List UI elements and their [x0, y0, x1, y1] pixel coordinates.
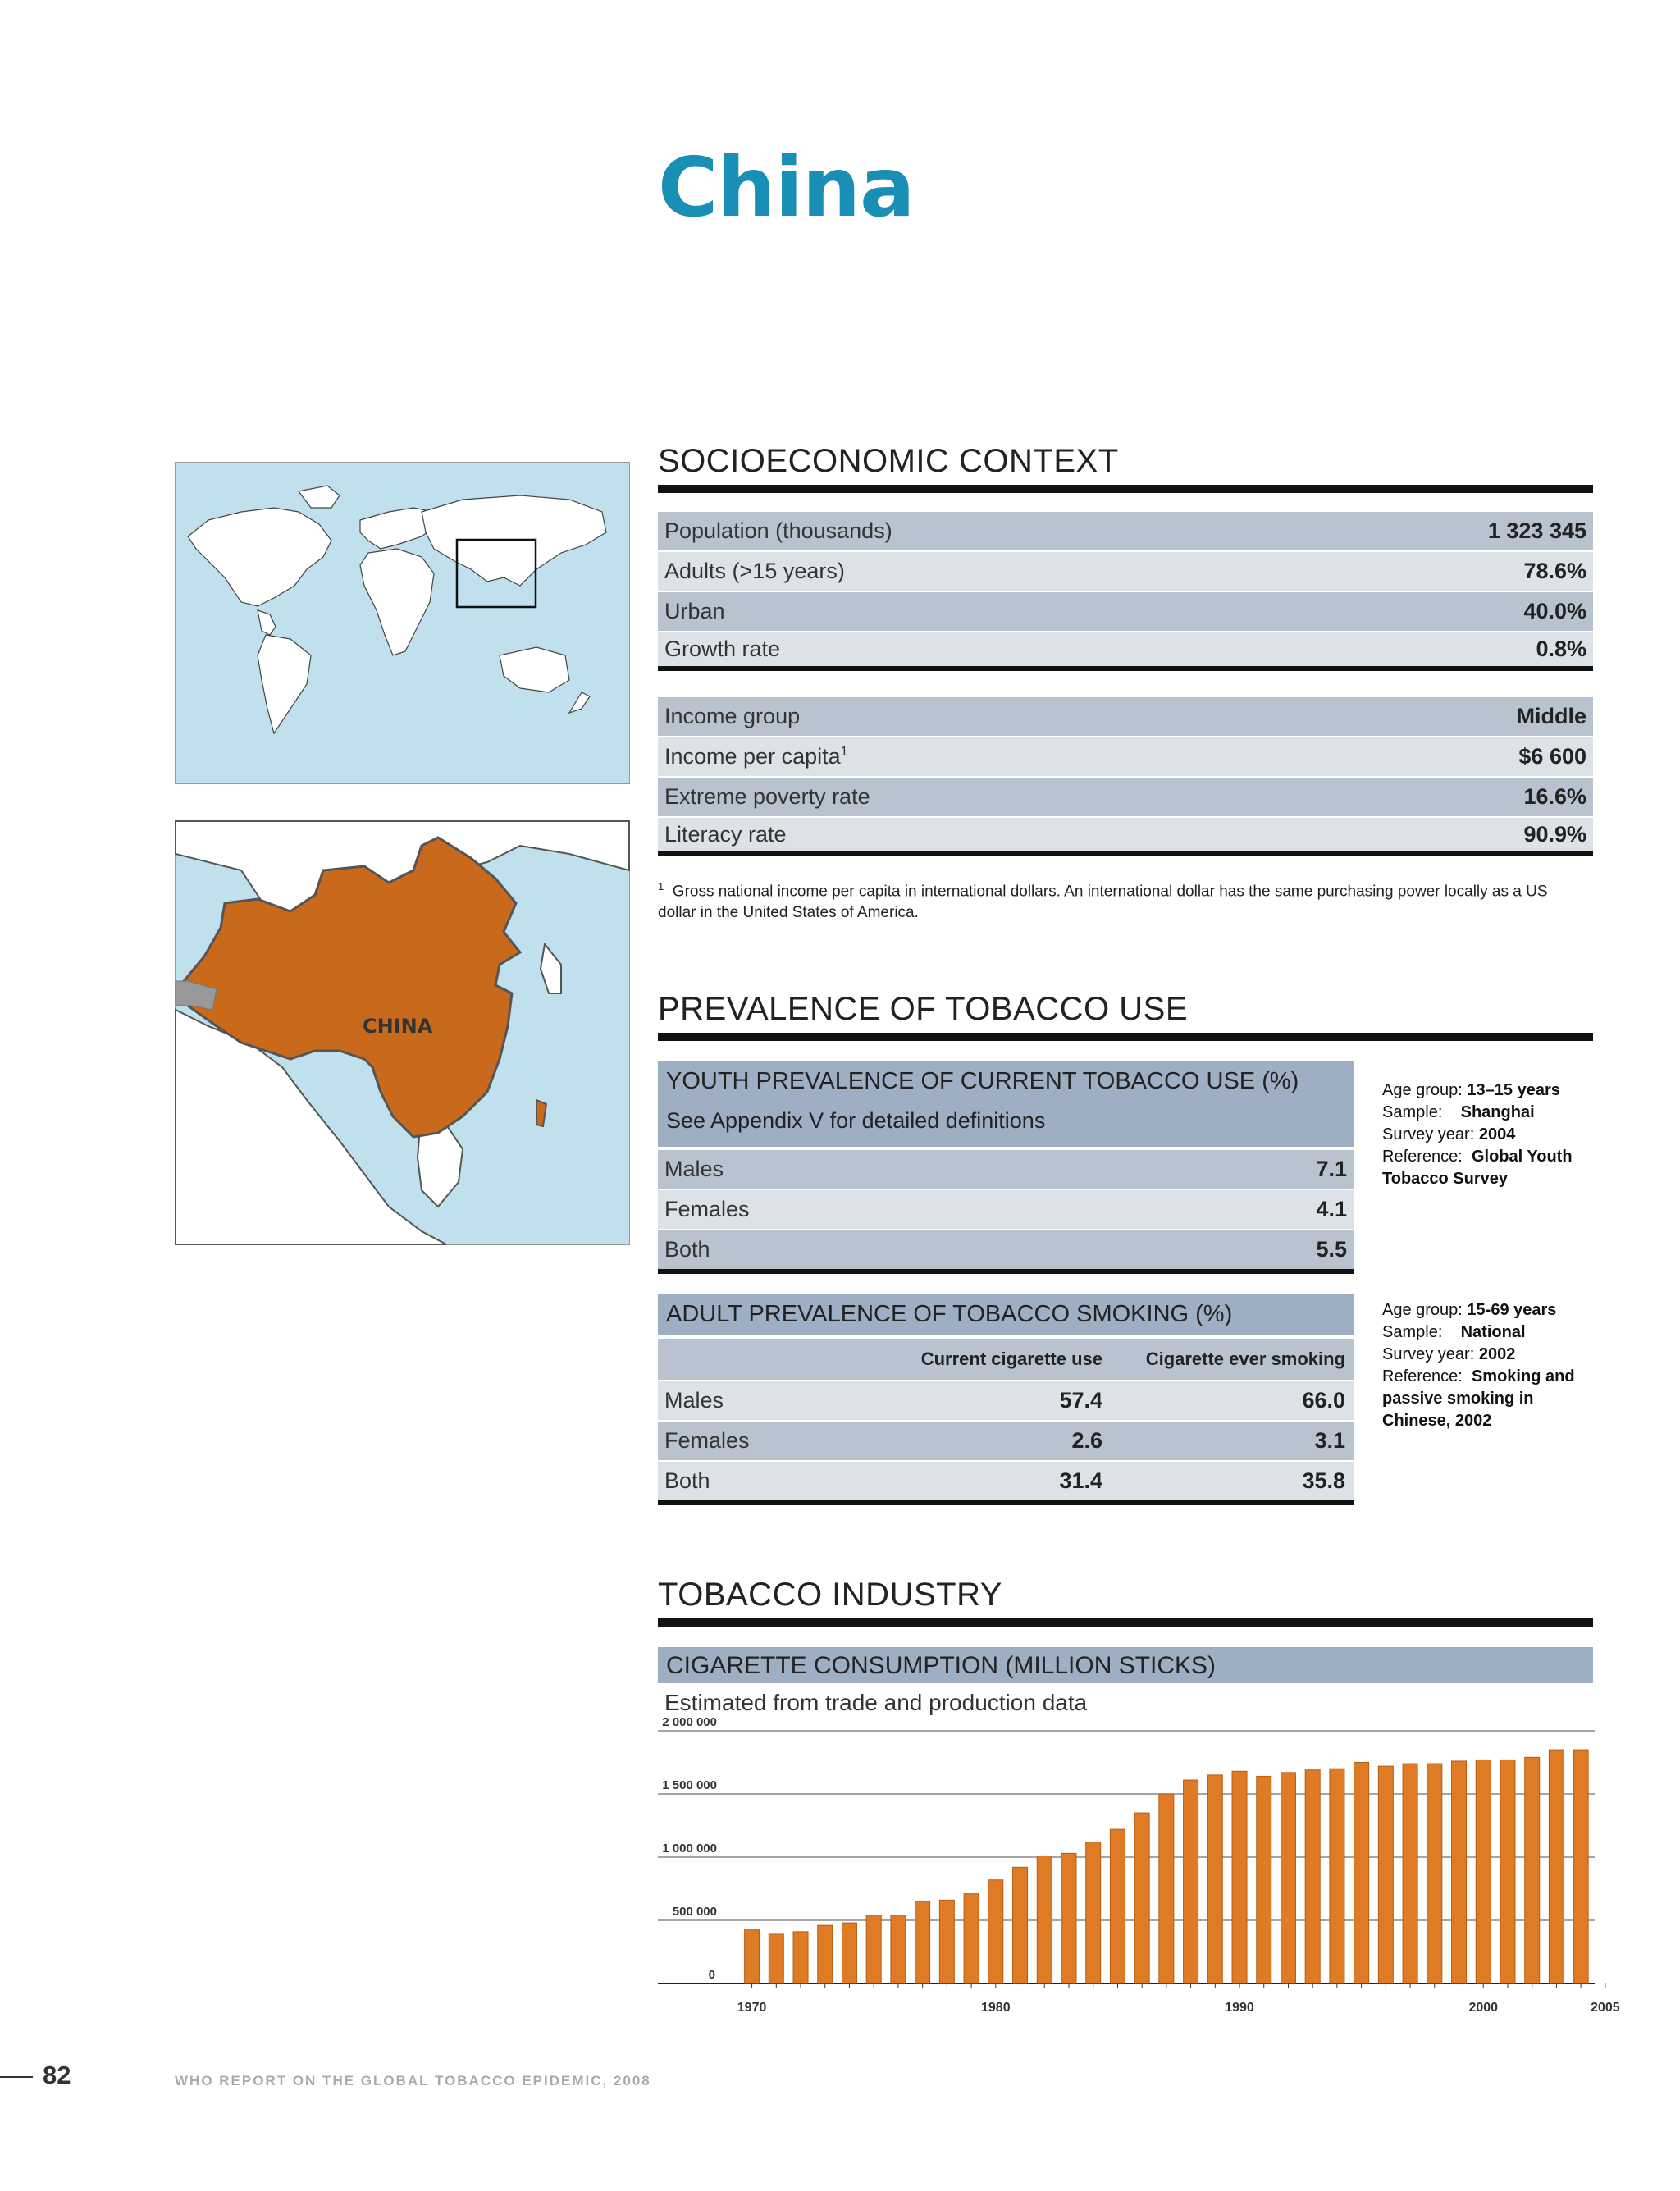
youth-table-subtitle: See Appendix V for detailed definitions — [666, 1108, 1046, 1133]
col-current-use: Current cigarette use — [920, 1349, 1102, 1369]
bar-1989 — [1208, 1775, 1222, 1983]
row-value: 4.1 — [1316, 1197, 1347, 1221]
bar-1988 — [1184, 1780, 1198, 1983]
bar-1997 — [1403, 1764, 1418, 1983]
meta-age-value: 15-69 years — [1467, 1301, 1557, 1319]
bar-1999 — [1452, 1761, 1467, 1983]
row-income-group — [658, 697, 1593, 736]
row-label: Males — [664, 1388, 724, 1413]
meta-year-value: 2004 — [1478, 1125, 1516, 1143]
row-label: Literacy rate — [664, 822, 787, 847]
footnote-number: 1 — [658, 880, 664, 892]
bar-1991 — [1257, 1776, 1271, 1983]
row-value: 40.0% — [1523, 599, 1586, 623]
row-value: 16.6% — [1523, 784, 1586, 809]
row-growth — [658, 632, 1593, 671]
page-number — [0, 2061, 71, 2090]
meta-age-label: Age group: — [1382, 1301, 1463, 1319]
row-value: 5.5 — [1316, 1237, 1347, 1262]
bar-1970 — [745, 1929, 760, 1983]
row-label-text: Income per capita — [664, 744, 841, 769]
meta-year-label: Survey year: — [1382, 1345, 1475, 1363]
bar-1996 — [1378, 1766, 1393, 1983]
bar-1982 — [1037, 1856, 1052, 1983]
bar-1980 — [988, 1880, 1003, 1983]
world-map-graphic — [176, 463, 629, 783]
row-value-ever: 35.8 — [1302, 1468, 1345, 1493]
row-literacy — [658, 818, 1593, 856]
footnote-text: Gross national income per capita in international dollars. An international dollar has the same purchasing power locally as a US dollar in the United States of America. — [658, 883, 1548, 922]
bar-1986 — [1134, 1813, 1149, 1983]
industry-heading: TOBACCO INDUSTRY — [658, 1577, 1593, 1627]
row-label: Males — [664, 1157, 724, 1181]
bar-1981 — [1013, 1867, 1028, 1983]
bar-1971 — [769, 1934, 783, 1983]
row-income-per-capita — [658, 737, 1593, 776]
youth-row-both — [658, 1230, 1354, 1269]
bar-2004 — [1573, 1750, 1588, 1983]
bar-2001 — [1500, 1760, 1515, 1983]
row-label: Both — [664, 1468, 710, 1493]
row-value: 1 323 345 — [1487, 518, 1586, 543]
row-adults — [658, 552, 1593, 591]
meta-sample-value: National — [1460, 1323, 1526, 1341]
bar-1974 — [842, 1923, 856, 1983]
row-label: Population (thousands) — [664, 518, 892, 543]
x-tick-label: 2005 — [1591, 2001, 1620, 2015]
footnote-mark: 1 — [840, 745, 848, 759]
youth-prevalence-table — [658, 1061, 1354, 1274]
chart-subtitle: Estimated from trade and production data — [664, 1690, 1088, 1715]
meta-year-label: Survey year: — [1382, 1125, 1475, 1143]
bar-1984 — [1086, 1842, 1101, 1983]
bar-2002 — [1525, 1757, 1540, 1983]
bar-1985 — [1110, 1829, 1125, 1983]
row-value-ever: 66.0 — [1302, 1388, 1345, 1413]
y-tick-label: 1 500 000 — [662, 1778, 717, 1792]
chart-title: CIGARETTE CONSUMPTION (MILLION STICKS) — [658, 1647, 1593, 1683]
y-tick-label: 0 — [708, 1968, 715, 1982]
bar-1977 — [915, 1901, 930, 1983]
row-label: Females — [664, 1197, 750, 1221]
page-number-rule — [0, 2076, 33, 2078]
adult-prevalence-table — [658, 1294, 1354, 1505]
adult-survey-meta — [1382, 1299, 1587, 1432]
row-value: 7.1 — [1316, 1157, 1347, 1181]
socioeconomic-table-1 — [658, 512, 1593, 673]
prevalence-heading: PREVALENCE OF TOBACCO USE — [658, 991, 1593, 1041]
x-tick-label: 1990 — [1225, 2001, 1254, 2015]
page-number-text: 82 — [43, 2061, 71, 2089]
china-map-label: CHINA — [363, 1015, 433, 1038]
x-tick-label: 1980 — [981, 2001, 1011, 2015]
meta-ref-value: Smoking and passive smoking in Chinese, 2002 — [1382, 1367, 1575, 1430]
row-urban — [658, 592, 1593, 631]
meta-ref-value: Global Youth Tobacco Survey — [1382, 1148, 1573, 1188]
youth-table-title: YOUTH PREVALENCE OF CURRENT TOBACCO USE (%) — [666, 1068, 1299, 1094]
bar-1995 — [1354, 1763, 1369, 1984]
row-label: Both — [664, 1237, 710, 1262]
meta-sample-label: Sample: — [1382, 1323, 1443, 1341]
world-map — [175, 462, 630, 784]
row-label: Growth rate — [664, 637, 781, 661]
meta-sample-label: Sample: — [1382, 1103, 1443, 1121]
row-value: 0.8% — [1536, 637, 1586, 661]
y-tick-label: 2 000 000 — [662, 1715, 717, 1729]
row-value: Middle — [1516, 704, 1586, 728]
meta-age-label: Age group: — [1382, 1081, 1463, 1099]
adult-table-column-headers — [658, 1339, 1354, 1380]
youth-table-header — [658, 1061, 1354, 1147]
row-value: 78.6% — [1523, 559, 1586, 583]
row-poverty — [658, 778, 1593, 816]
consumption-chart — [658, 1715, 1620, 2026]
bar-1978 — [939, 1900, 954, 1983]
china-map-graphic — [176, 821, 629, 1244]
adult-row-both — [658, 1462, 1354, 1500]
row-label: Income group — [664, 704, 801, 728]
bar-2003 — [1549, 1750, 1564, 1983]
bar-1990 — [1232, 1771, 1247, 1983]
youth-survey-meta — [1382, 1080, 1587, 1190]
row-label: Urban — [664, 599, 725, 623]
bar-1976 — [891, 1915, 906, 1983]
row-value: $6 600 — [1518, 744, 1586, 769]
row-value-current: 2.6 — [1071, 1428, 1102, 1453]
row-label: Females — [664, 1428, 750, 1453]
adult-row-females — [658, 1422, 1354, 1460]
row-value-ever: 3.1 — [1314, 1428, 1345, 1453]
youth-row-females — [658, 1190, 1354, 1229]
bar-1998 — [1427, 1764, 1442, 1983]
row-value-current: 57.4 — [1059, 1388, 1102, 1413]
meta-sample-value: Shanghai — [1460, 1103, 1535, 1121]
row-value: 90.9% — [1523, 822, 1586, 847]
bar-1972 — [793, 1932, 808, 1983]
youth-row-males — [658, 1150, 1354, 1189]
adult-row-males — [658, 1381, 1354, 1420]
y-tick-label: 1 000 000 — [662, 1842, 717, 1856]
row-label — [664, 744, 848, 769]
adult-table-title: ADULT PREVALENCE OF TOBACCO SMOKING (%) — [658, 1294, 1354, 1335]
x-tick-label: 2000 — [1468, 2001, 1499, 2015]
china-map — [175, 820, 630, 1245]
col-ever-smoking: Cigarette ever smoking — [1145, 1349, 1345, 1369]
bar-1993 — [1305, 1770, 1320, 1983]
socioeconomic-heading: SOCIOECONOMIC CONTEXT — [658, 443, 1593, 493]
y-tick-label: 500 000 — [672, 1905, 717, 1919]
row-population — [658, 512, 1593, 550]
bar-1973 — [818, 1925, 833, 1983]
meta-ref-label: Reference: — [1382, 1148, 1463, 1166]
x-tick-label: 1970 — [737, 2001, 767, 2015]
bar-2000 — [1476, 1760, 1491, 1983]
row-value-current: 31.4 — [1059, 1468, 1102, 1493]
bar-1987 — [1159, 1794, 1174, 1983]
row-label: Extreme poverty rate — [664, 784, 870, 809]
bar-1979 — [964, 1894, 979, 1983]
page-title: China — [658, 139, 915, 235]
meta-ref-label: Reference: — [1382, 1367, 1463, 1385]
bar-1975 — [866, 1915, 881, 1983]
bar-1992 — [1281, 1773, 1295, 1983]
row-label: Adults (>15 years) — [664, 559, 845, 583]
footnote — [658, 876, 1577, 924]
consumption-chart-svg — [658, 1715, 1620, 2026]
bar-1983 — [1061, 1853, 1076, 1983]
socioeconomic-table-2 — [658, 697, 1593, 858]
bar-1994 — [1330, 1769, 1344, 1983]
meta-age-value: 13–15 years — [1467, 1081, 1560, 1099]
footer-report-title: WHO REPORT ON THE GLOBAL TOBACCO EPIDEMIC, 2008 — [175, 2073, 651, 2088]
meta-year-value: 2002 — [1478, 1345, 1516, 1363]
